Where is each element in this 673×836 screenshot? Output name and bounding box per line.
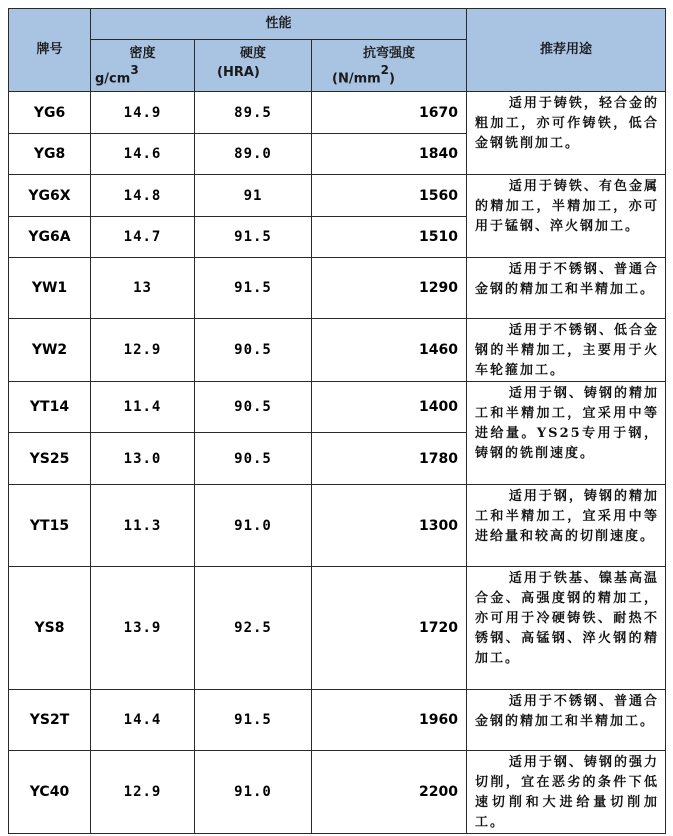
cell-strength: 1460 bbox=[312, 319, 467, 382]
cell-grade: YT14 bbox=[9, 382, 91, 433]
cell-grade: YW1 bbox=[9, 258, 91, 319]
cell-hardness: 89.0 bbox=[195, 134, 312, 175]
carbide-spec-table bbox=[8, 8, 666, 834]
table-row bbox=[9, 382, 666, 433]
cell-usage: 适用于钢，铸钢的精加工和半精加工，宜采用中等进给量和较高的切削速度。 bbox=[467, 485, 666, 567]
cell-hardness: 91.5 bbox=[195, 217, 312, 258]
cell-hardness: 91 bbox=[195, 175, 312, 217]
table-row bbox=[9, 175, 666, 217]
cell-usage: 适用于钢、铸钢的精加工和半精加工，宜采用中等进给量。YS25专用于钢，铸钢的铣削速度。 bbox=[467, 382, 666, 485]
cell-hardness: 91.5 bbox=[195, 690, 312, 751]
cell-strength: 1510 bbox=[312, 217, 467, 258]
table-row bbox=[9, 319, 666, 382]
header-usage: 推荐用途 bbox=[467, 9, 666, 92]
cell-density: 14.6 bbox=[91, 134, 195, 175]
cell-usage: 适用于铁基、镍基高温合金、高强度钢的精加工，亦可用于冷硬铸铁、耐热不锈钢、高锰钢、淬火钢的精加工。 bbox=[467, 567, 666, 690]
cell-usage: 适用于铸铁、有色金属的精加工，半精加工，亦可用于锰钢、淬火钢加工。 bbox=[467, 175, 666, 258]
table-row bbox=[9, 567, 666, 690]
cell-strength: 2200 bbox=[312, 751, 467, 834]
cell-grade: YS2T bbox=[9, 690, 91, 751]
cell-density: 13.0 bbox=[91, 433, 195, 485]
hardness-label: 硬度 bbox=[239, 46, 266, 61]
hardness-unit: (HRA) bbox=[217, 65, 260, 80]
header-density bbox=[91, 40, 195, 92]
cell-density: 13.9 bbox=[91, 567, 195, 690]
cell-density: 13 bbox=[91, 258, 195, 319]
cell-density: 11.4 bbox=[91, 382, 195, 433]
cell-strength: 1560 bbox=[312, 175, 467, 217]
cell-density: 14.4 bbox=[91, 690, 195, 751]
cell-strength: 1960 bbox=[312, 690, 467, 751]
cell-strength: 1720 bbox=[312, 567, 467, 690]
cell-usage: 适用于不锈钢、普通合金钢的精加工和半精加工。 bbox=[467, 690, 666, 751]
table-row bbox=[9, 751, 666, 834]
cell-density: 14.8 bbox=[91, 175, 195, 217]
cell-grade: YS8 bbox=[9, 567, 91, 690]
cell-density: 12.9 bbox=[91, 751, 195, 834]
cell-grade: YW2 bbox=[9, 319, 91, 382]
density-unit: $g/cm^3$ bbox=[95, 63, 139, 87]
cell-usage: 适用于钢、铸钢的强力切削，宜在恶劣的条件下低速切削和大进给量切削加工。 bbox=[467, 751, 666, 834]
header-properties: 性能 bbox=[91, 9, 467, 40]
cell-hardness: 91.0 bbox=[195, 485, 312, 567]
cell-strength: 1300 bbox=[312, 485, 467, 567]
density-label: 密度 bbox=[129, 46, 156, 61]
header-strength bbox=[312, 40, 467, 92]
cell-hardness: 90.5 bbox=[195, 382, 312, 433]
cell-density: 14.9 bbox=[91, 92, 195, 134]
cell-grade: YS25 bbox=[9, 433, 91, 485]
cell-density: 14.7 bbox=[91, 217, 195, 258]
cell-strength: 1840 bbox=[312, 134, 467, 175]
cell-hardness: 90.5 bbox=[195, 319, 312, 382]
strength-label: 抗弯强度 bbox=[363, 46, 416, 61]
cell-density: 11.3 bbox=[91, 485, 195, 567]
table-row bbox=[9, 690, 666, 751]
header-hardness bbox=[195, 40, 312, 92]
header-grade: 牌号 bbox=[9, 9, 91, 92]
cell-grade: YG6X bbox=[9, 175, 91, 217]
cell-grade: YG6 bbox=[9, 92, 91, 134]
cell-hardness: 89.5 bbox=[195, 92, 312, 134]
cell-usage: 适用于铸铁，轻合金的粗加工，亦可作铸铁，低合金钢铣削加工。 bbox=[467, 92, 666, 175]
cell-grade: YG8 bbox=[9, 134, 91, 175]
cell-hardness: 91.5 bbox=[195, 258, 312, 319]
cell-strength: 1400 bbox=[312, 382, 467, 433]
cell-grade: YT15 bbox=[9, 485, 91, 567]
cell-hardness: 92.5 bbox=[195, 567, 312, 690]
density-exponent: 3 bbox=[130, 63, 139, 77]
cell-strength: 1290 bbox=[312, 258, 467, 319]
cell-hardness: 90.5 bbox=[195, 433, 312, 485]
cell-strength: 1670 bbox=[312, 92, 467, 134]
cell-usage: 适用于不锈钢、低合金钢的半精加工，主要用于火车轮箍加工。 bbox=[467, 319, 666, 382]
cell-usage: 适用于不锈钢、普通合金钢的精加工和半精加工。 bbox=[467, 258, 666, 319]
table-row bbox=[9, 92, 666, 134]
cell-density: 12.9 bbox=[91, 319, 195, 382]
cell-grade: YG6A bbox=[9, 217, 91, 258]
strength-unit: $(N/mm^2)$ bbox=[332, 63, 395, 87]
cell-grade: YC40 bbox=[9, 751, 91, 834]
table-row bbox=[9, 485, 666, 567]
cell-hardness: 91.0 bbox=[195, 751, 312, 834]
table-row bbox=[9, 258, 666, 319]
strength-exponent: 2 bbox=[380, 63, 390, 77]
cell-strength: 1780 bbox=[312, 433, 467, 485]
